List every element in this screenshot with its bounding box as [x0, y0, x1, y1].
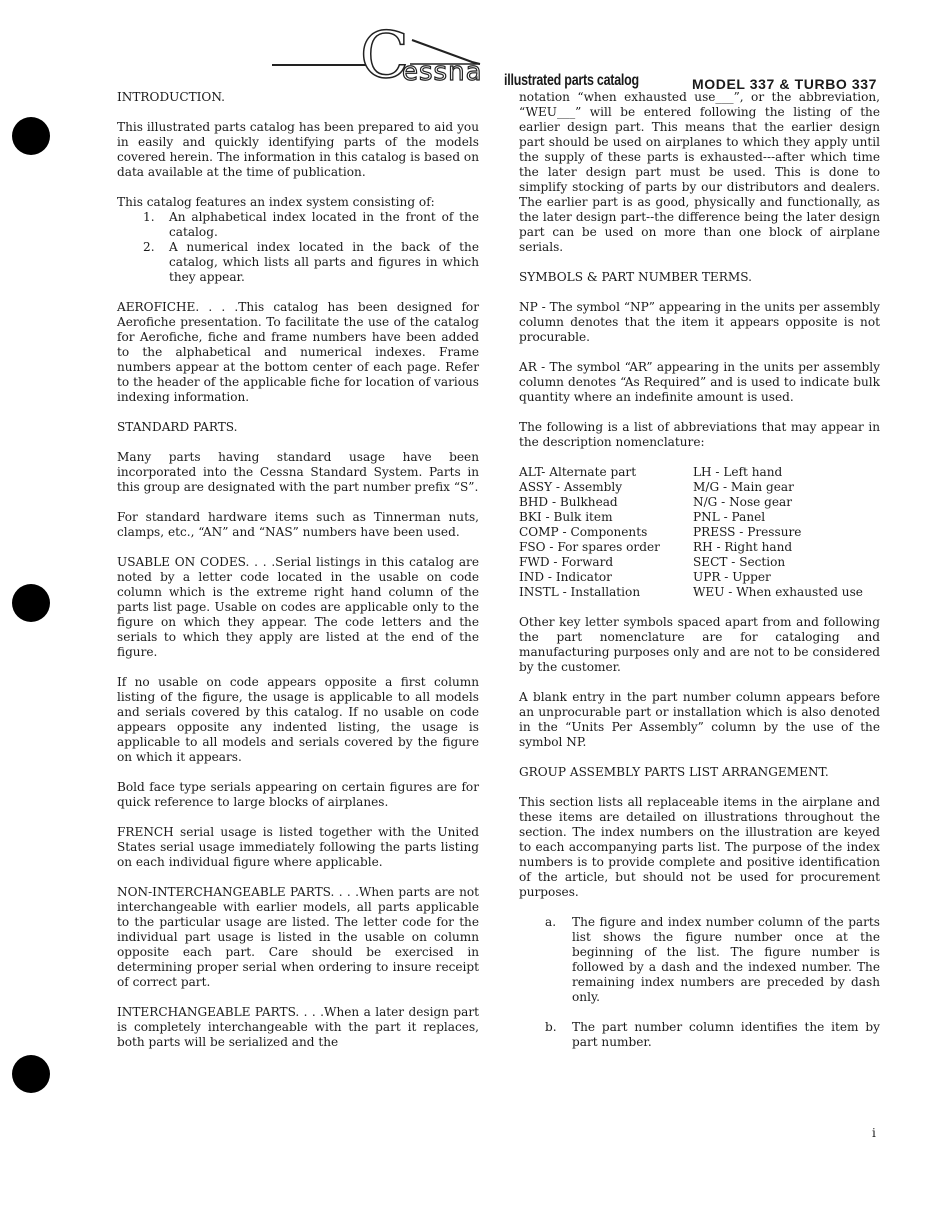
- abbreviation-item: PRESS - Pressure: [693, 525, 802, 539]
- introduction-heading: INTRODUCTION.: [117, 90, 225, 104]
- blank-entry-paragraph: A blank entry in the part number column appears before an unprocurable part or installation which is also denoted in the “Units Per Assembly” column by the use of the symbol NP.: [519, 690, 880, 749]
- abbreviation-item: BKI - Bulk item: [519, 510, 613, 524]
- model-title: MODEL 337 & TURBO 337: [692, 76, 878, 92]
- abbreviation-item: COMP - Components: [519, 525, 648, 539]
- list-item: a. The figure and index number column of the parts list shows the figure number once at the beginning of the list. The figure number is followed by a dash and the indexed number. The remaining index numbers are preceded by dash only.: [545, 915, 880, 1004]
- abbreviation-item: INSTL - Installation: [519, 585, 641, 599]
- bold-face-paragraph: Bold face type serials appearing on certain figures are for quick reference to large blocks of airplanes.: [117, 780, 479, 809]
- non-interchangeable-paragraph: NON-INTERCHANGEABLE PARTS. . . .When parts are not interchangeable with earlier models, all parts applicable to the particular usage are listed. The letter code for the individual part usage is listed in the usable on column opposite each part. Care should be exercised in determining proper serial when ordering to insure receipt of correct part.: [117, 885, 479, 989]
- introduction-paragraph: This illustrated parts catalog has been prepared to aid you in easily and quickly identifying parts of the models covered herein. The information in this catalog is based on data available at the time of publication.: [117, 120, 479, 179]
- standard-hardware-paragraph: For standard hardware items such as Tinnerman nuts, clamps, etc., “AN” and “NAS” numbers have been used.: [117, 510, 479, 539]
- abbreviations-table: [519, 465, 880, 600]
- french-serial-paragraph: FRENCH serial usage is listed together with the United States serial usage immediately following the parts listing on each individual figure where applicable.: [117, 825, 479, 869]
- ar-paragraph: AR - The symbol “AR” appearing in the units per assembly column denotes “As Required” and is used to indicate bulk quantity where an indefinite amount is used.: [519, 360, 880, 404]
- page-header: [0, 14, 938, 94]
- abbreviation-item: FWD - Forward: [519, 555, 614, 569]
- abbreviation-item: PNL - Panel: [693, 510, 766, 524]
- binder-hole-middle: [12, 584, 50, 622]
- abbreviation-item: UPR - Upper: [693, 570, 771, 584]
- notation-paragraph: notation “when exhausted use___”, or the abbreviation, “WEU___” will be entered following the listing of the earlier design part. This means that the earlier design part should be used on airplanes to which they apply until the supply of these parts is exhausted---after which time the later design part must be used. This is done to simplify stocking of parts by our distributors and dealers. The earlier part is as good, physically and functionally, as the later design part--the difference being the later design part can be used on more than one block of airplane serials.: [519, 90, 880, 254]
- list-item: 2. A numerical index located in the back of the catalog, which lists all parts and figures in which they appear.: [143, 240, 479, 284]
- header-rule-left: [272, 64, 372, 66]
- index-system-paragraph: This catalog features an index system consisting of:: [117, 195, 435, 209]
- group-assembly-paragraph: This section lists all replaceable items in the airplane and these items are detailed on illustrations throughout the section. The index numbers on the illustration are keyed to each accompanying parts list. The purpose of the index numbers is to provide complete and positive identification of the article, but should not be used for procurement purposes.: [519, 795, 880, 899]
- abbreviation-item: FSO - For spares order: [519, 540, 660, 554]
- abbreviations-intro: The following is a list of abbreviations that may appear in the description nomenclature:: [519, 420, 880, 449]
- binder-hole-bottom: [12, 1055, 50, 1093]
- abbreviation-item: ALT- Alternate part: [519, 465, 637, 479]
- abbreviation-item: LH - Left hand: [693, 465, 783, 479]
- symbols-heading: SYMBOLS & PART NUMBER TERMS.: [519, 270, 752, 284]
- cessna-logo-text: essna: [402, 57, 483, 87]
- index-system-list: [117, 210, 479, 285]
- abbreviation-item: SECT - Section: [693, 555, 786, 569]
- usable-on-codes-paragraph: USABLE ON CODES. . . .Serial listings in this catalog are noted by a letter code located in the usable on code column which is the extreme right hand column of the parts list page. Usable on codes are applicable only to the figure on which they appear. The code letters and the serials to which they apply are listed at the end of the figure.: [117, 555, 479, 659]
- list-item: b. The part number column identifies the item by part number.: [545, 1020, 880, 1049]
- standard-parts-paragraph: Many parts having standard usage have been incorporated into the Cessna Standard System. Parts in this group are designated with the part number prefix “S”.: [117, 450, 479, 494]
- abbreviation-item: IND - Indicator: [519, 570, 612, 584]
- group-assembly-list: [519, 915, 880, 1050]
- page-number: i: [872, 1126, 876, 1140]
- cessna-logo-initial: C: [360, 19, 409, 93]
- no-usable-code-paragraph: If no usable on code appears opposite a first column listing of the figure, the usage is applicable to all models and serials covered by this catalog. If no usable on code appears opposite any indented listing, the usage is applicable to all models and serials covered by the figure on which it appears.: [117, 675, 479, 764]
- group-assembly-heading: GROUP ASSEMBLY PARTS LIST ARRANGEMENT.: [519, 765, 829, 779]
- interchangeable-paragraph: INTERCHANGEABLE PARTS. . . .When a later design part is completely interchangeable with the part it replaces, both parts will be serialized and the: [117, 1005, 479, 1049]
- abbreviation-item: ASSY - Assembly: [519, 480, 623, 494]
- binder-hole-top: [12, 117, 50, 155]
- list-item: 1. An alphabetical index located in the front of the catalog.: [143, 210, 479, 239]
- abbreviation-item: N/G - Nose gear: [693, 495, 793, 509]
- np-paragraph: NP - The symbol “NP” appearing in the units per assembly column denotes that the item it appears opposite is not procurable.: [519, 300, 880, 344]
- abbreviation-item: WEU - When exhausted use: [693, 585, 863, 599]
- standard-parts-heading: STANDARD PARTS.: [117, 420, 238, 434]
- aerofiche-paragraph: AEROFICHE. . . .This catalog has been designed for Aerofiche presentation. To facilitate the use of the catalog for Aerofiche, fiche and frame numbers have been added to the alphabetical and numerical indexes. Frame numbers appear at the bottom center of each page. Refer to the header of the applicable fiche for location of various indexing information.: [117, 300, 479, 404]
- abbreviation-item: RH - Right hand: [693, 540, 793, 554]
- abbreviation-item: BHD - Bulkhead: [519, 495, 618, 509]
- left-column: [117, 90, 479, 1050]
- other-key-symbols-paragraph: Other key letter symbols spaced apart from and following the part nomenclature are for cataloging and manufacturing purposes only and are not to be considered by the customer.: [519, 615, 880, 674]
- right-column: [519, 90, 880, 1050]
- catalog-title: illustrated parts catalog: [504, 72, 639, 89]
- abbreviation-item: M/G - Main gear: [693, 480, 794, 494]
